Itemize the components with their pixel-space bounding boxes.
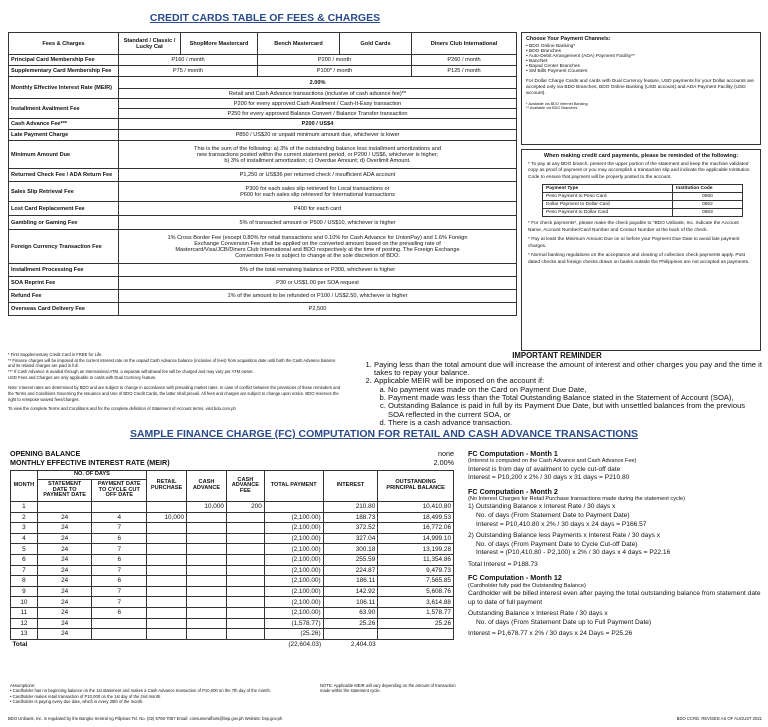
col-pd: PAYMENT DATE TO CYCLE CUT OFF DATE — [92, 480, 147, 502]
fees-title: CREDIT CARDS TABLE OF FEES & CHARGES — [149, 12, 381, 24]
header-shopmore: ShopMore Mastercard — [181, 33, 258, 55]
note-line: USD Fees and Charges are only applicable to cards with Dual Currency feature. — [8, 374, 157, 380]
fc-cell: 6 — [11, 554, 38, 565]
fc-cell — [147, 502, 187, 513]
fee-row — [9, 66, 517, 77]
fc-cell: 9,479.73 — [378, 565, 454, 576]
fee-value: P75 / month — [119, 66, 258, 77]
col-payment: TOTAL PAYMENT — [264, 471, 323, 502]
fc-cell: (1,578.77) — [264, 618, 323, 629]
fee-value: P30 or US$1.00 per SOA request — [119, 277, 517, 290]
fc-cell: 24 — [37, 512, 92, 523]
fc-cell — [92, 629, 147, 640]
fc-cell: 10,000 — [187, 502, 227, 513]
fc-cell — [147, 586, 187, 597]
comp-sub: (Interest is computed on the Cash Advance and Cash Advance Fee) — [468, 458, 637, 465]
fee-value: P400 for each card — [119, 202, 517, 216]
fc-cell: 7 — [92, 586, 147, 597]
channels-footnote: ** Available via BDO Branches — [526, 105, 578, 110]
note-line: Note: Interest rates are determined by BDO and are subject to change in accordance with prevailing market rates. In case of conflict between the provisions of these reminders and the Terms and Conditions Governing the Issuance and Use of BDO Credit Cards, the latter shall prevail. All fees and charges are subject to change upon notice. BDO reserves the right to reimpose waived fees/charges. — [8, 385, 341, 402]
comp-line: Interest = P10,200 x 2% / 30 days x 31 days = P210.80 — [468, 474, 630, 482]
reminder-item: 1. Paying less than the total amount due will increase the amount of interest and other charges you pay and the time it takes to repay your balance. — [374, 361, 762, 378]
fee-row — [9, 202, 517, 216]
fc-cell: 18,499.53 — [378, 512, 454, 523]
fc-cell: 10 — [11, 597, 38, 608]
fc-cell: 14,999.10 — [378, 533, 454, 544]
fc-cell — [147, 618, 187, 629]
fc-cell — [92, 618, 147, 629]
reminder-subitem: a. No payment was made on the Card on Payment Due Date, — [388, 386, 762, 394]
channel-item: • Auto-Debit Arrangement (ADA) Payment Facility** — [526, 54, 635, 59]
fee-value: P160 / month — [119, 55, 258, 66]
fc-cell — [147, 565, 187, 576]
fc-cell — [187, 554, 227, 565]
important-heading: IMPORTANT REMINDER — [512, 351, 602, 360]
col-cafee: CASH ADVANCE FEE — [226, 471, 264, 502]
fee-row — [9, 290, 517, 303]
comp-heading: FC Computation - Month 2 — [468, 486, 558, 496]
fee-line: new transactions posted within the current statement period, or P200 / US$6, whichever is higher; — [196, 151, 439, 158]
fc-computation — [468, 449, 764, 639]
fee-row — [9, 55, 517, 66]
fc-cell — [264, 502, 323, 513]
comp-line: Outstanding Balance x Interest Rate / 30 days x — [468, 610, 608, 618]
footer-left: BDO Unibank, Inc. is regulated by the Bangko Sentral ng Pilipinas Tel. No. (02) 8708-7087 Email: consumeraffairs@bsp.gov.ph Website: bsp.gov.ph — [8, 716, 283, 721]
fc-cell: 7,565.85 — [378, 576, 454, 587]
fc-cell — [92, 502, 147, 513]
institution-code: 0802 — [673, 201, 743, 209]
fc-cell: 12 — [11, 618, 38, 629]
comp-line: Cardholder will be billed interest even after paying the total outstanding balance from statement date up to date of full payment — [468, 589, 761, 606]
fee-row — [9, 303, 517, 316]
institution-code: 0803 — [673, 209, 743, 217]
fee-value: 5% of the total remaining balance or P300, whichever is higher — [119, 264, 517, 277]
payment-reminders-box — [521, 149, 761, 351]
fc-cell — [147, 629, 187, 640]
note-line: • Cardholder has no beginning balance on the 1st statement and makes a Cash Advance transaction of P10,000 on the 7th day of the month. — [10, 688, 272, 694]
fee-row — [9, 141, 517, 169]
fc-cell: 210.80 — [323, 502, 378, 513]
comp-sub: (Cardholder fully paid the Outstanding Balance) — [468, 582, 586, 589]
comp-line: Total Interest = P188.73 — [468, 560, 538, 568]
fc-cell: 16,772.06 — [378, 523, 454, 534]
fee-label: Lost Card Replacement Fee — [9, 202, 119, 216]
total-interest: 2,404.03 — [350, 641, 376, 649]
fc-cell: (2,100.00) — [264, 512, 323, 523]
comp-heading: FC Computation - Month 12 — [468, 573, 562, 583]
fee-row — [9, 130, 517, 141]
channels-note: For Dollar Charge Cards and cards with Dual Currency feature, USD payments for your Dollar accounts are accepted only via BDO Branches, BDO Online Banking (USD account) and ADA Payment Facility (USD account). — [526, 79, 754, 97]
fc-row — [11, 629, 454, 640]
fee-label: Minimum Amount Due — [9, 141, 119, 169]
comp-line: No. of days (From Statement Date up to Full Payment Date) — [476, 618, 652, 626]
table-row — [543, 201, 743, 209]
fc-cell: 142.92 — [323, 586, 378, 597]
fee-label: Foreign Currency Transaction Fee — [9, 230, 119, 264]
opening-value: none — [438, 449, 454, 458]
fc-cell — [187, 586, 227, 597]
fee-line: Exchange Conversion Fee shall be applied on the converted amount based on the prevailing rate of — [194, 240, 441, 247]
fc-cell — [37, 502, 92, 513]
fee-row — [9, 77, 517, 89]
fc-cell: 63.90 — [323, 607, 378, 618]
fc-cell: 3,614.88 — [378, 597, 454, 608]
fee-line: Mastercard/Visa/JCB/Diners Club International and BDO respectively at the time of posting. The Foreign Exchange — [175, 246, 460, 253]
payment-type: Peso Payment to Peso Card — [543, 193, 673, 201]
fc-cell — [226, 586, 264, 597]
fc-cell — [226, 554, 264, 565]
fc-cell — [226, 523, 264, 534]
fee-row — [9, 277, 517, 290]
fee-value: 5% of transacted amount or P500 / US$10, whichever is higher — [119, 216, 517, 230]
fc-cell — [147, 544, 187, 555]
fees-table — [8, 32, 517, 316]
fc-cell — [187, 512, 227, 523]
fee-label: Gambling or Gaming Fee — [9, 216, 119, 230]
fee-line: P600 for each sales slip retrieved for International transactions — [240, 191, 395, 198]
fee-row — [9, 169, 517, 182]
fc-cell — [147, 554, 187, 565]
reminder-subitem: d. There is a cash advance transaction. — [388, 419, 762, 427]
comp-line: Interest = P10,410.80 x 2% / 30 days x 24 days = P166.57 — [476, 520, 647, 528]
fc-cell: 7 — [92, 565, 147, 576]
fc-cell: 372.52 — [323, 523, 378, 534]
fc-cell: (25.26) — [264, 629, 323, 640]
fc-cell: (2,100.00) — [264, 607, 323, 618]
fc-cell — [187, 533, 227, 544]
fc-cell: 8 — [11, 576, 38, 587]
fc-cell — [147, 597, 187, 608]
payment-type: Peso Payment to Dollar Card — [543, 209, 673, 217]
fc-cell: 24 — [37, 544, 92, 555]
fc-cell: 10,000 — [147, 512, 187, 523]
fc-cell — [323, 629, 378, 640]
fee-label: Returned Check Fee / ADA Return Fee — [9, 169, 119, 182]
note-line: NOTE: Applicable MEIR will vary depending on the amount of transaction made within the statement cycle. — [320, 683, 456, 694]
fee-value: P200 / US$4 — [119, 119, 517, 130]
fee-label: SOA Reprint Fee — [9, 277, 119, 290]
fc-cell: 7 — [92, 597, 147, 608]
fc-cell: 7 — [92, 523, 147, 534]
fc-cell: 24 — [37, 554, 92, 565]
fc-cell — [187, 597, 227, 608]
fc-cell: 6 — [92, 607, 147, 618]
fc-cell — [187, 576, 227, 587]
fee-value: 2.00% — [119, 77, 517, 89]
opening-balance — [10, 449, 454, 467]
fc-cell: 1,578.77 — [378, 607, 454, 618]
header-standard: Standard / Classic / Lucky Cat — [119, 33, 181, 55]
fee-value: P250 for every approved Balance Convert / Balance Transfer transaction — [119, 109, 517, 119]
fee-row — [9, 182, 517, 202]
fc-cell: 5 — [11, 544, 38, 555]
fc-cell: (2,100.00) — [264, 523, 323, 534]
header-bench: Bench Mastercard — [258, 33, 340, 55]
reminder-text: * For check payments*, please make the check payable to "BDO Unibank, Inc. Indicate the Account Name, Account Number/Card Number and Contact Number at the back of the check. — [528, 221, 739, 233]
col-payment-type: Payment Type — [543, 185, 673, 193]
header-fees: Fees & Charges — [9, 33, 119, 55]
fee-label: Refund Fee — [9, 290, 119, 303]
fc-cell: 24 — [37, 565, 92, 576]
fee-label: Monthly Effective Interest Rate (MEIR) — [9, 77, 119, 99]
fee-line: This is the sum of the following: a) 3% of the outstanding balance less installment amortizations and — [194, 145, 441, 152]
fc-cell: 255.59 — [323, 554, 378, 565]
col-interest: INTEREST — [323, 471, 378, 502]
fc-cell: 25.26 — [323, 618, 378, 629]
fee-row — [9, 264, 517, 277]
fc-cell: 4 — [11, 533, 38, 544]
fc-cell — [226, 607, 264, 618]
fc-table — [10, 470, 454, 650]
fee-label: Principal Card Membership Fee — [9, 55, 119, 66]
fee-row — [9, 119, 517, 130]
fc-cell: 13 — [11, 629, 38, 640]
fc-row — [11, 502, 454, 513]
note-line: • Cardholder makes retail transaction of P10,000 on the 1st day of the 2nd month. — [10, 693, 162, 699]
fc-cell — [226, 597, 264, 608]
fc-cell: (2,100.00) — [264, 586, 323, 597]
fee-label: Installment Availment Fee — [9, 99, 119, 119]
fee-value: P1,250 or US$36 per returned check / insufficient ADA account — [119, 169, 517, 182]
header-diners: Diners Club International — [412, 33, 517, 55]
note-line: *** If Cash Advance is availed through an International ATM, a separate withdrawal fee will be charged and may vary per ATM owner. — [8, 369, 254, 375]
fee-line: b) 3% of installment amortization; c) Overdue Amount; d) Overlimit Amount. — [224, 157, 411, 164]
fee-label: Installment Processing Fee — [9, 264, 119, 277]
payment-channels-box — [521, 32, 761, 145]
fc-cell: (2,100.00) — [264, 533, 323, 544]
fc-cell — [147, 576, 187, 587]
fc-row — [11, 533, 454, 544]
fc-cell: 24 — [37, 523, 92, 534]
fc-cell — [187, 544, 227, 555]
fee-value: P200 / month — [258, 55, 412, 66]
fee-value — [119, 182, 517, 202]
fc-cell: 5,608.76 — [378, 586, 454, 597]
col-sd: STATEMENT DATE TO PAYMENT DATE — [37, 480, 92, 502]
fc-cell — [187, 618, 227, 629]
fc-cell — [226, 629, 264, 640]
reminder-text: * To pay at any BDO branch, present the upper portion of the statement and keep the machine validated copy as proof of payment or you may accomplish a transaction slip and indicate the applicable Institution Code to ensure that payment will be properly posted to the account. — [528, 162, 750, 180]
channels-heading: Choose Your Payment Channels: — [526, 36, 611, 42]
total-payment: (22,604.03) — [288, 641, 322, 649]
fc-cell — [187, 565, 227, 576]
fc-cell: (2,100.00) — [264, 597, 323, 608]
fc-cell: 224.87 — [323, 565, 378, 576]
fc-cell: 24 — [37, 533, 92, 544]
fee-value — [119, 141, 517, 169]
fc-cell: (2,100.00) — [264, 576, 323, 587]
fc-cell — [187, 523, 227, 534]
fc-cell — [226, 565, 264, 576]
fc-cell — [147, 523, 187, 534]
note-line: Assumptions: — [10, 683, 36, 688]
fc-row — [11, 607, 454, 618]
reminder-text: * Pay at least the Minimum Amount Due on or before your Payment Due Date to avoid late payment charges. — [528, 237, 740, 249]
fee-label: Supplementary Card Membership Fee — [9, 66, 119, 77]
comp-line: 1) Outstanding Balance x Interest Rate / 30 days x — [468, 503, 616, 511]
fc-row — [11, 554, 454, 565]
fee-value: P200 for every approved Cash Availment / Cash-It-Easy transaction — [119, 99, 517, 109]
comp-line: No. of days (From Statement Date to Payment Date) — [476, 511, 630, 519]
fc-notes — [10, 683, 460, 705]
fc-total-row — [11, 639, 454, 650]
channel-item: • SM Bills Payment Counters — [526, 69, 588, 74]
note-line: • Cardholder is paying every due date, which is every 28th of the month. — [10, 699, 144, 705]
fc-cell: 300.18 — [323, 544, 378, 555]
fc-cell: 24 — [37, 576, 92, 587]
footer-right: BDO CCRD. REVISED AS OF AUGUST 2021 — [676, 716, 762, 721]
comp-line: 2) Outstanding Balance less Payments x Interest Rate / 30 days x — [468, 532, 661, 540]
fees-header-row — [9, 33, 517, 55]
opening-label: OPENING BALANCE — [10, 449, 81, 458]
fc-cell: 3 — [11, 523, 38, 534]
channel-item: • BancNet — [526, 59, 548, 64]
fee-label: Sales Slip Retrieval Fee — [9, 182, 119, 202]
fc-cell — [226, 512, 264, 523]
fc-cell — [226, 544, 264, 555]
channel-item: • BDO Online Banking* — [526, 44, 576, 49]
comp-line: Interest = (P10,410.80 - P2,100) x 2% / 30 days x 4 days = P22.16 — [476, 549, 671, 557]
fc-row — [11, 597, 454, 608]
fc-cell — [147, 607, 187, 618]
reminder-text: * Normal banking regulations on the acceptance and clearing of collection check payments apply. Post dated checks and foreign checks drawn on banks outside the Philippines are not accepted as payments. — [528, 253, 750, 265]
fc-cell: 6 — [92, 554, 147, 565]
comp-line: Interest = P1,678.77 x 2% / 30 days x 24 Days = P25.26 — [468, 630, 633, 638]
important-reminder — [352, 352, 762, 427]
fc-cell: 25.26 — [378, 618, 454, 629]
total-label: Total — [12, 641, 28, 649]
fc-cell: 7 — [92, 544, 147, 555]
reminder-subitem: b. Payment made was less than the Total Outstanding Balance stated in the Statement of Account (SOA), — [388, 394, 762, 402]
fc-cell: 188.73 — [323, 512, 378, 523]
fc-cell — [226, 533, 264, 544]
meir-value: 2.00% — [433, 458, 454, 467]
table-row — [543, 209, 743, 217]
fc-title: SAMPLE FINANCE CHARGE (FC) COMPUTATION FOR RETAIL AND CASH ADVANCE TRANSACTIONS — [129, 428, 639, 440]
fc-row — [11, 512, 454, 523]
fc-cell: 11,354.86 — [378, 554, 454, 565]
fc-cell — [226, 618, 264, 629]
fc-cell: 106.11 — [323, 597, 378, 608]
channels-footnote: * Available via BDO Internet Banking — [526, 101, 588, 106]
fc-cell: 1 — [11, 502, 38, 513]
fee-value: Retail and Cash Advance transactions (inclusive of cash advance fee)** — [119, 89, 517, 99]
reminder-subitem: c. Outstanding Balance is paid in full by its Payment Due Date, but with unsettled balances from the previous SOA reflected in the current SOA, or — [388, 402, 762, 419]
fc-cell: (2,100.00) — [264, 554, 323, 565]
channel-item: • Bayad Center Branches — [526, 64, 580, 69]
fee-row — [9, 216, 517, 230]
fee-value — [119, 230, 517, 264]
fc-cell: 200 — [226, 502, 264, 513]
fc-row — [11, 586, 454, 597]
fc-row — [11, 618, 454, 629]
fc-cell — [147, 533, 187, 544]
fc-cell — [187, 607, 227, 618]
fee-label: Overseas Card Delivery Fee — [9, 303, 119, 316]
fee-value: P100* / month — [258, 66, 412, 77]
fc-cell: (2,100.00) — [264, 544, 323, 555]
col-retail: RETAIL PURCHASE — [147, 471, 187, 502]
institution-code: 0800 — [673, 193, 743, 201]
reminder-text: Applicable MEIR will be imposed on the account if: — [374, 376, 545, 386]
reminders-heading: When making credit card payments, please be reminded of the following: — [543, 153, 739, 159]
institution-code-table — [542, 184, 743, 217]
fee-row — [9, 99, 517, 109]
fee-value: P260 / month — [412, 55, 517, 66]
channel-item: • BDO Branches — [526, 49, 562, 54]
fee-value: P2,500 — [119, 303, 517, 316]
fc-cell: (2,100.00) — [264, 565, 323, 576]
col-days: NO. OF DAYS — [37, 471, 146, 480]
fc-row — [11, 565, 454, 576]
payment-type: Dollar Payment to Dollar Card — [543, 201, 673, 209]
fee-value: P850 / US$20 or unpaid minimum amount due, whichever is lower — [119, 130, 517, 141]
fee-label: Cash Advance Fee*** — [9, 119, 119, 130]
reminder-item — [374, 377, 762, 427]
fee-line: P300 for each sales slip retrieved for Local transactions or — [245, 185, 390, 192]
fc-cell — [226, 576, 264, 587]
fc-row — [11, 523, 454, 534]
fc-cell: 24 — [37, 607, 92, 618]
comp-line: Interest is from day of availment to cycle cut-off date — [468, 465, 621, 473]
col-balance: OUTSTANDING PRINCIPAL BALANCE — [378, 471, 454, 502]
fc-cell: 6 — [92, 533, 147, 544]
fc-cell: 327.04 — [323, 533, 378, 544]
note-line: To view the complete Terms and Conditions and for the complete definition of Statement of Account terms, visit bdo.com.ph — [8, 406, 236, 412]
fc-cell: 4 — [92, 512, 147, 523]
fee-row — [9, 230, 517, 264]
col-month: MONTH — [11, 471, 38, 502]
table-row — [543, 193, 743, 201]
col-institution-code: Institution Code — [673, 185, 743, 193]
fc-cell: 186.11 — [323, 576, 378, 587]
fee-line: 1% Cross Border Fee (except 0.80% for retail transactions and 0.10% for Cash Advance for UnionPay) and 1.6% Foreign — [167, 234, 468, 241]
fc-cell — [187, 629, 227, 640]
fc-cell: 24 — [37, 618, 92, 629]
note-line: * First Supplementary Credit Card is FREE for Life. — [8, 352, 103, 357]
fee-label: Late Payment Charge — [9, 130, 119, 141]
fc-cell: 6 — [92, 576, 147, 587]
fc-row — [11, 544, 454, 555]
fc-cell: 10,410.80 — [378, 502, 454, 513]
fc-cell: 9 — [11, 586, 38, 597]
comp-heading: FC Computation - Month 1 — [468, 449, 558, 458]
fc-cell: 13,199.28 — [378, 544, 454, 555]
comp-line: No. of days (From Payment Date to Cycle Cut-off Date) — [476, 540, 638, 548]
fee-line: Conversion Fee is subject to change at the sole discretion of BDO. — [235, 252, 400, 259]
col-cash: CASH ADVANCE — [187, 471, 227, 502]
fee-value: 1% of the amount to be refunded or P100 / US$2.50, whichever is higher — [119, 290, 517, 303]
comp-sub: (No Interest Charges for Retail Purchase transactions made during the statement cycle) — [468, 496, 686, 503]
fc-cell: 24 — [37, 586, 92, 597]
fc-row — [11, 576, 454, 587]
fc-cell: 2 — [11, 512, 38, 523]
note-line: ** Finance charges will be imposed at the current interest rate on the unpaid Cash Advance balance (inclusive of fees) from acquisition date until both the Cash Advance balance and its related charges are paid in full. — [8, 357, 336, 369]
fc-cell: 7 — [11, 565, 38, 576]
page-footer — [8, 716, 762, 721]
meir-label: MONTHLY EFFECTIVE INTEREST RATE (MEIR) — [10, 458, 170, 467]
fee-value: P125 / month — [412, 66, 517, 77]
fc-cell — [378, 629, 454, 640]
fc-cell: 11 — [11, 607, 38, 618]
header-gold: Gold Cards — [340, 33, 412, 55]
fc-cell: 24 — [37, 597, 92, 608]
fc-cell: 24 — [37, 629, 92, 640]
